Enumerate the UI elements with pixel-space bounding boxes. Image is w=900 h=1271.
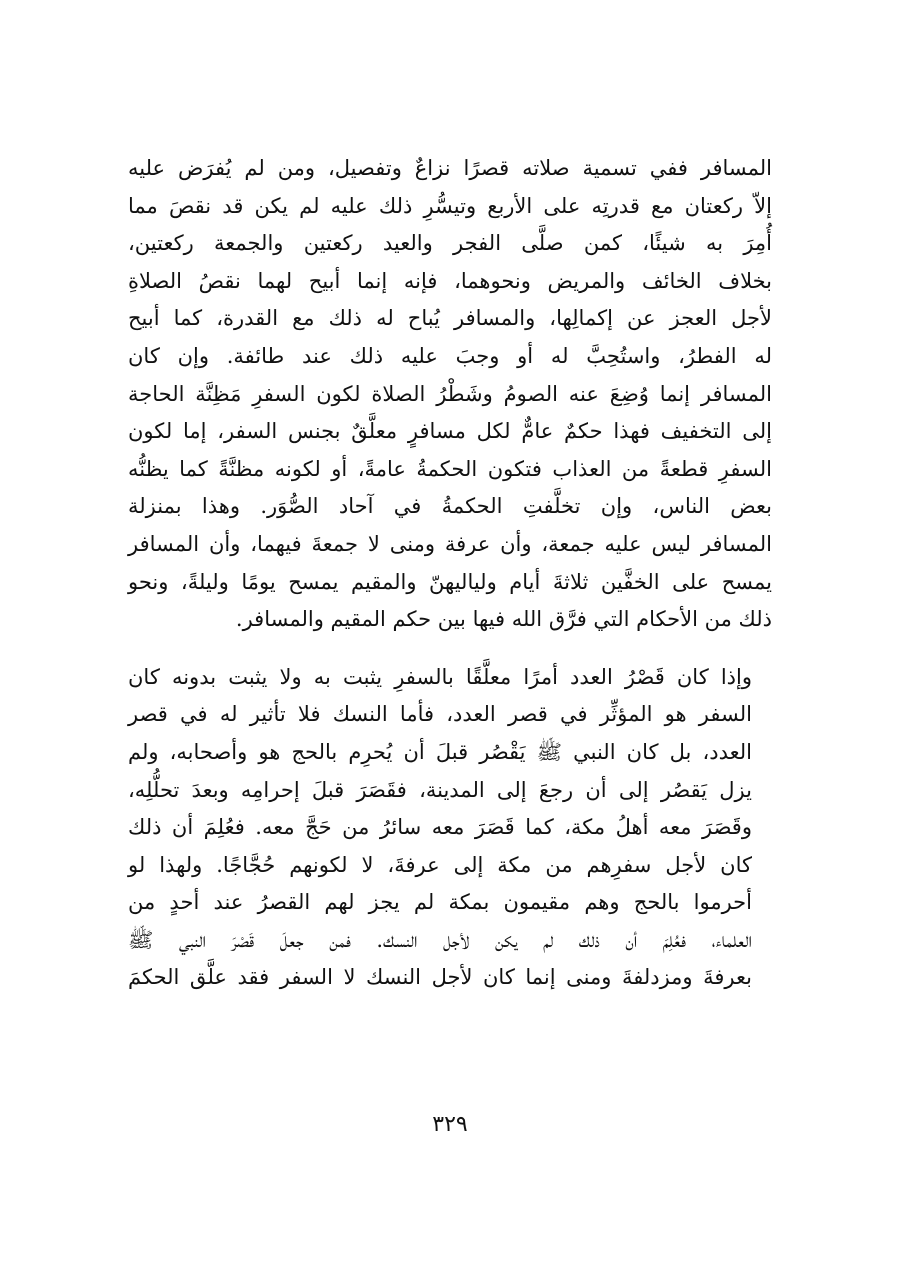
text-line: المسافر ليس عليه جمعة، وأن عرفة ومنى لا جمعةَ فيهما، وأن المسافر [128,531,772,556]
text-line: يمسح على الخفَّين ثلاثةَ أيام ولياليهنّ والمقيم يمسح يومًا وليلةً، ونحو [128,569,772,594]
text-line: بعرفةَ ومزدلفةَ ومنى إنما كان لأجل النسك لا السفر فقد علَّق الحكمَ [128,965,752,990]
page-number: ٣٢٩ [432,1112,468,1137]
text-line: كان لأجل سفرِهم من مكة إلى عرفةَ، لا لكونهم حُجَّاجًا. ولهذا لو [128,852,752,877]
text-line: السفرِ قطعةً من العذاب فتكون الحكمةُ عامةً، أو لكونه مظنَّةً كما يظنُّه [128,456,772,481]
text-line: أُمِرَ به شيئًا، كمن صلَّى الفجر والعيد ركعتين والجمعة ركعتين، [128,231,772,256]
text-line: إلاّ ركعتان مع قدرتِه على الأربع وتيسُّرِ ذلك عليه لم يكن قد نقصَ مما [128,193,772,218]
text-line: بخلاف الخائف والمريض ونحوهما، فإنه إنما أبيح لهما نقصُ الصلاةِ [128,268,772,293]
text-line: يزل يَقصُر إلى أن رجعَ إلى المدينة، فقَصَرَ قبلَ إحرامِه وبعدَ تحلُّلِه، [128,777,752,802]
text-line: ذلك من الأحكام التي فرَّق الله فيها بين حكم المقيم والمسافر. [235,607,772,632]
text-line: إلى التخفيف فهذا حكمٌ عامٌّ لكل مسافرٍ معلَّقٌ بجنس السفر، إما لكون [128,419,772,444]
paragraph-2 [128,659,772,997]
paragraph-1 [128,150,772,639]
text-line: العلماء، فعُلِمَ أن ذلك لم يكن لأجل النسك. فمن جعلَ قَصْرَ النبي ﷺ [128,927,752,952]
text-line: المسافر إنما وُضِعَ عنه الصومُ وشَطْرُ الصلاة لكون السفرِ مَظِنَّة الحاجة [128,381,772,406]
text-line: لأجل العجز عن إكمالِها، والمسافر يُباح له ذلك مع القدرة، كما أبيح [128,306,772,331]
text-line: أحرموا بالحج وهم مقيمون بمكة لم يجز لهم القصرُ عند أحدٍ من [128,890,752,915]
page-body [128,150,772,997]
text-line: وقَصَرَ معه أهلُ مكة، كما قَصَرَ معه سائرُ من حَجَّ معه. فعُلِمَ أن ذلك [128,815,752,840]
text-line: وإذا كان قَصْرُ العدد أمرًا معلَّقًا بالسفرِ يثبت به ولا يثبت بدونه كان [128,664,752,689]
text-line: بعض الناس، وإن تخلَّفتِ الحكمةُ في آحاد الصُّوَر. وهذا بمنزلة [128,494,772,519]
text-line: له الفطرُ، واستُحِبَّ له أو وجبَ عليه ذلك عند طائفة. وإن كان [128,343,772,368]
text-line: العدد، بل كان النبي ﷺ يَقْصُر قبلَ أن يُحرِم بالحج هو وأصحابه، ولم [128,739,752,764]
text-line: المسافر ففي تسمية صلاته قصرًا نزاعٌ وتفصيل، ومن لم يُفرَض عليه [128,156,772,180]
text-line: السفر هو المؤثِّر في قصر العدد، فأما النسك فلا تأثير له في قصر [128,702,752,727]
